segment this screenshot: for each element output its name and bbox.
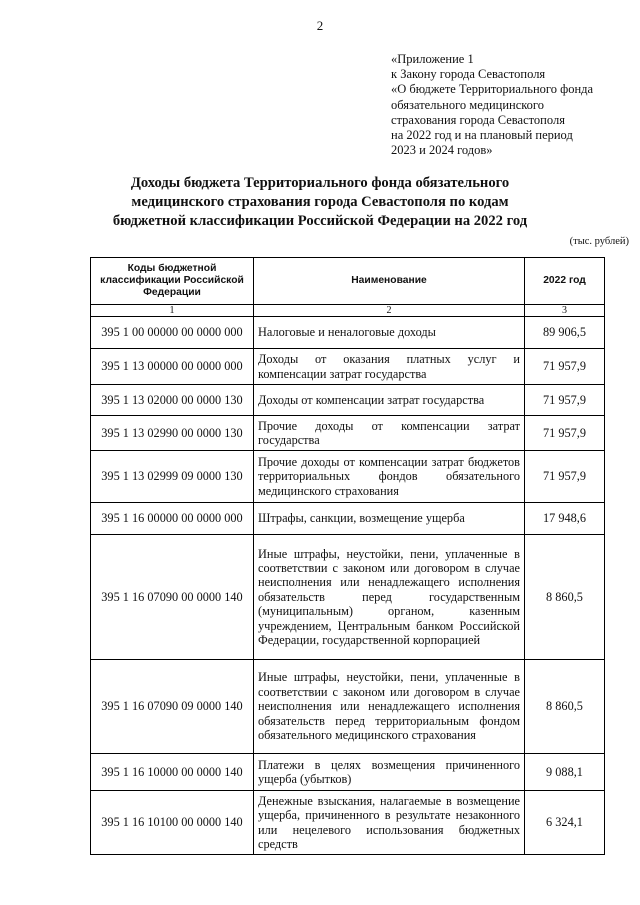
row-code: 395 1 13 02000 00 0000 130 xyxy=(91,385,254,416)
row-name: Иные штрафы, неустойки, пени, уплаченные в соответствии с законом или договором в случае неисполнения или ненадлежащего исполнения обязательств перед территориальным фондом обязательного медицинского страхования xyxy=(254,660,525,754)
table-row xyxy=(91,660,605,754)
row-amount: 8 860,5 xyxy=(525,535,605,660)
units-note: (тыс. рублей) xyxy=(569,236,629,247)
row-code: 395 1 13 02990 00 0000 130 xyxy=(91,416,254,451)
page-number: 2 xyxy=(316,18,324,33)
row-amount: 71 957,9 xyxy=(525,349,605,385)
column-number: 1 xyxy=(91,305,254,317)
appendix-line: страхования города Севастополя xyxy=(391,112,565,127)
column-number: 3 xyxy=(525,305,605,317)
title-line: бюджетной классификации Российской Федерации на 2022 год xyxy=(112,213,528,229)
row-amount: 71 957,9 xyxy=(525,385,605,416)
row-amount: 6 324,1 xyxy=(525,791,605,855)
header-name: Наименование xyxy=(254,258,525,305)
row-code: 395 1 00 00000 00 0000 000 xyxy=(91,317,254,349)
table-row xyxy=(91,451,605,503)
row-name: Доходы от оказания платных услуг и компенсации затрат государства xyxy=(254,349,525,385)
table-row xyxy=(91,416,605,451)
row-name: Штрафы, санкции, возмещение ущерба xyxy=(254,503,525,535)
row-name: Денежные взыскания, налагаемые в возмещение ущерба, причиненного в результате незаконного или нецелевого использования бюджетных средств xyxy=(254,791,525,855)
table-row xyxy=(91,349,605,385)
title-line: Доходы бюджета Территориального фонда обязательного xyxy=(130,175,510,191)
row-code: 395 1 16 10100 00 0000 140 xyxy=(91,791,254,855)
row-code: 395 1 13 00000 00 0000 000 xyxy=(91,349,254,385)
column-number-row xyxy=(91,305,605,317)
row-amount: 17 948,6 xyxy=(525,503,605,535)
appendix-line: «Приложение 1 xyxy=(391,52,474,66)
header-code: Коды бюджетной классификации Российской Федерации xyxy=(91,258,254,305)
title-line: медицинского страхования города Севастополя по кодам xyxy=(131,194,509,210)
row-amount: 89 906,5 xyxy=(525,317,605,349)
appendix-line: 2023 и 2024 годов» xyxy=(391,143,493,158)
row-name: Прочие доходы от компенсации затрат бюджетов территориальных фондов обязательного медицинского страхования xyxy=(254,451,525,503)
row-amount: 9 088,1 xyxy=(525,754,605,791)
row-amount: 8 860,5 xyxy=(525,660,605,754)
table-row xyxy=(91,385,605,416)
row-name: Прочие доходы от компенсации затрат государства xyxy=(254,416,525,451)
header-amount: 2022 год xyxy=(525,258,605,305)
row-name: Платежи в целях возмещения причиненного ущерба (убытков) xyxy=(254,754,525,791)
income-table xyxy=(90,257,605,855)
row-name: Доходы от компенсации затрат государства xyxy=(254,385,525,416)
row-code: 395 1 16 10000 00 0000 140 xyxy=(91,754,254,791)
appendix-line: на 2022 год и на плановый период xyxy=(391,128,573,143)
table-row xyxy=(91,791,605,855)
row-amount: 71 957,9 xyxy=(525,451,605,503)
table-header-row xyxy=(91,258,605,305)
row-code: 395 1 13 02999 09 0000 130 xyxy=(91,451,254,503)
row-code: 395 1 16 00000 00 0000 000 xyxy=(91,503,254,535)
appendix-note xyxy=(391,52,631,158)
row-name: Иные штрафы, неустойки, пени, уплаченные в соответствии с законом или договором в случае неисполнения или ненадлежащего исполнения обязательств перед государственным (муниципальным) органом, казенным учреждением, Центральным банком Российской Федерации, государственной корпорацией xyxy=(254,535,525,660)
row-amount: 71 957,9 xyxy=(525,416,605,451)
row-code: 395 1 16 07090 00 0000 140 xyxy=(91,535,254,660)
table-row xyxy=(91,535,605,660)
row-code: 395 1 16 07090 09 0000 140 xyxy=(91,660,254,754)
appendix-line: «О бюджете Территориального фонда xyxy=(391,82,594,97)
appendix-line: к Закону города Севастополя xyxy=(391,67,546,82)
row-name: Налоговые и неналоговые доходы xyxy=(254,317,525,349)
appendix-line: обязательного медицинского xyxy=(391,97,545,112)
table-row xyxy=(91,503,605,535)
table-row xyxy=(91,754,605,791)
table-row xyxy=(91,317,605,349)
column-number: 2 xyxy=(254,305,525,317)
document-title xyxy=(0,174,640,231)
